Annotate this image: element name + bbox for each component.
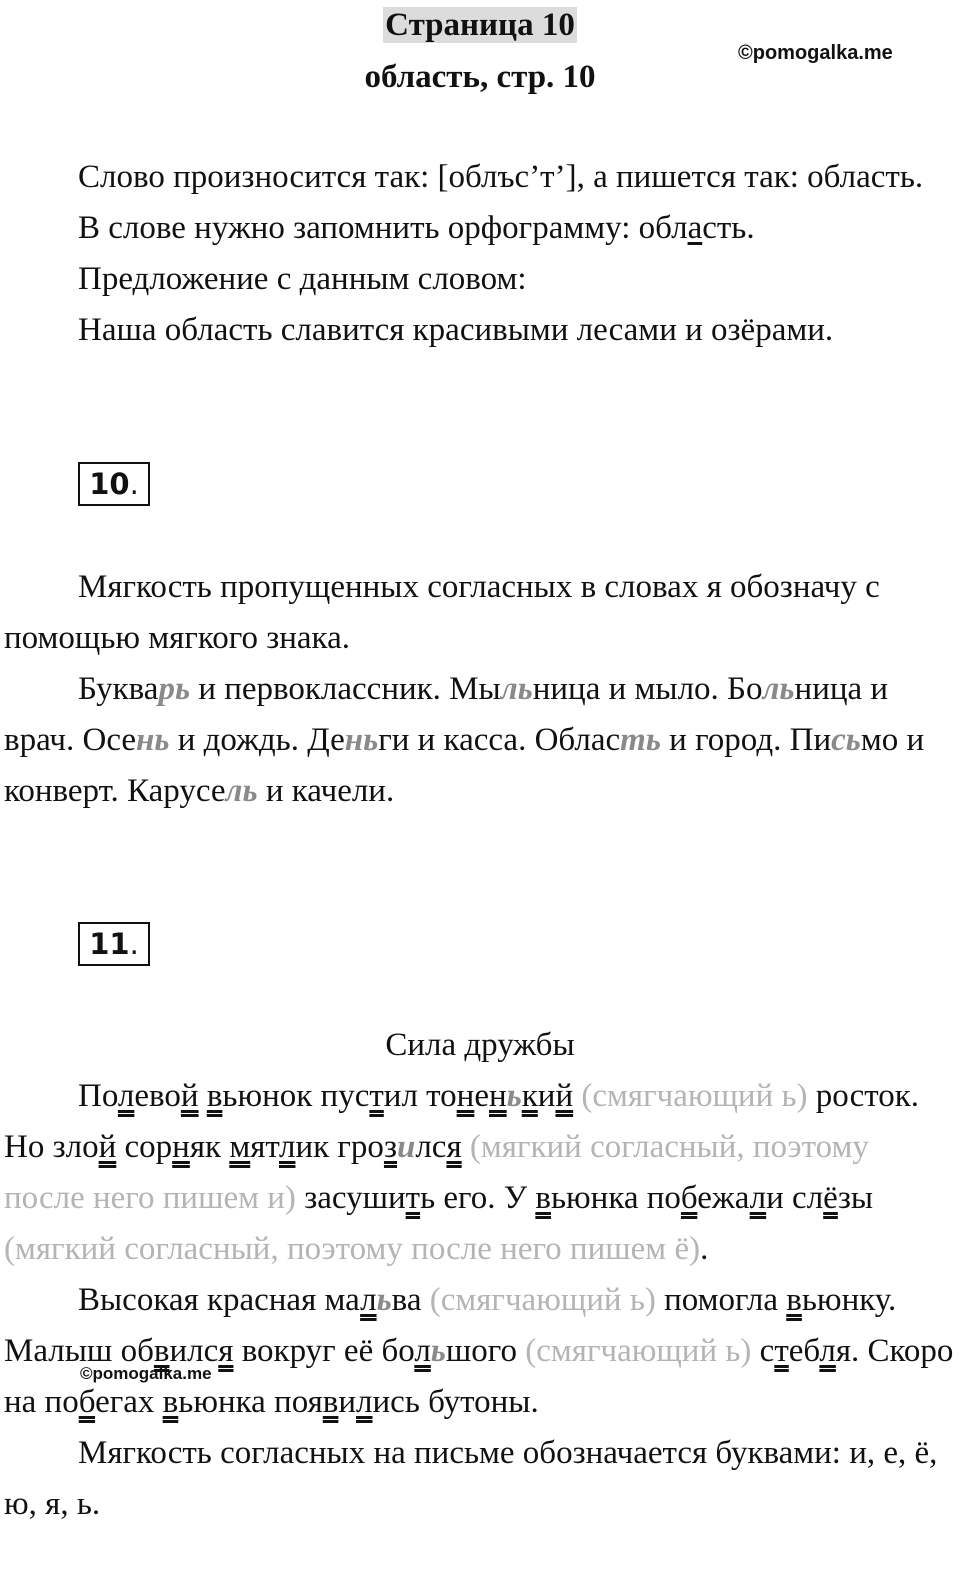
task-number-10: 10. [78,462,150,506]
sentence-label: Предложение с данным словом: [78,261,527,297]
conclusion-text: Мягкость согласных на письме обозначается буквами: и, е, ё, ю, я, ь. [4,1435,938,1522]
task10-pairs: Букварь и первоклассник. Мыльница и мыло. Больница и врач. Осень и дождь. Деньги и касса. Область и город. Письмо и конверт. Карусель и качели. [4,671,925,809]
pronunciation-text: Слово произносится так: [облъс’т’], а пишется так: область. [78,159,924,195]
task11-text [4,1071,956,1530]
example-sentence: Наша область славится красивыми лесами и озёрами. [78,312,834,348]
page-subtitle: область, стр. 10 [364,59,596,95]
story-paragraph-1: Полевой вьюнок пустил тоненький (смягчающий ь) росток. Но злой сорняк мятлик грозился (мягкий согласный, поэтому после него пишем и) засушить его. У вьюнка побежали слёзы (мягкий согласный, поэтому после него пишем ё). [4,1078,920,1267]
task10-intro: Мягкость пропущенных согласных в словах я обозначу с помощью мягкого знака. [4,569,880,656]
page-title: Страница 10 [385,7,575,43]
task10-text [4,562,956,817]
story-title: Сила дружбы [385,1027,575,1063]
watermark: ©pomogalka.me [738,42,893,64]
task-number-11: 11. [78,922,150,966]
watermark-bottom: ©pomogalka.me [80,1364,212,1383]
story-paragraph-2: Высокая красная мальва (смягчающий ь) помогла вьюнку. Малыш обвился вокруг её большого (смягчающий ь) стебля. Скоро на побегах вьюнка появились бутоны. [4,1282,954,1420]
orthogram-text: В слове нужно запомнить орфограмму: область. [78,210,755,246]
word-section [4,152,956,356]
